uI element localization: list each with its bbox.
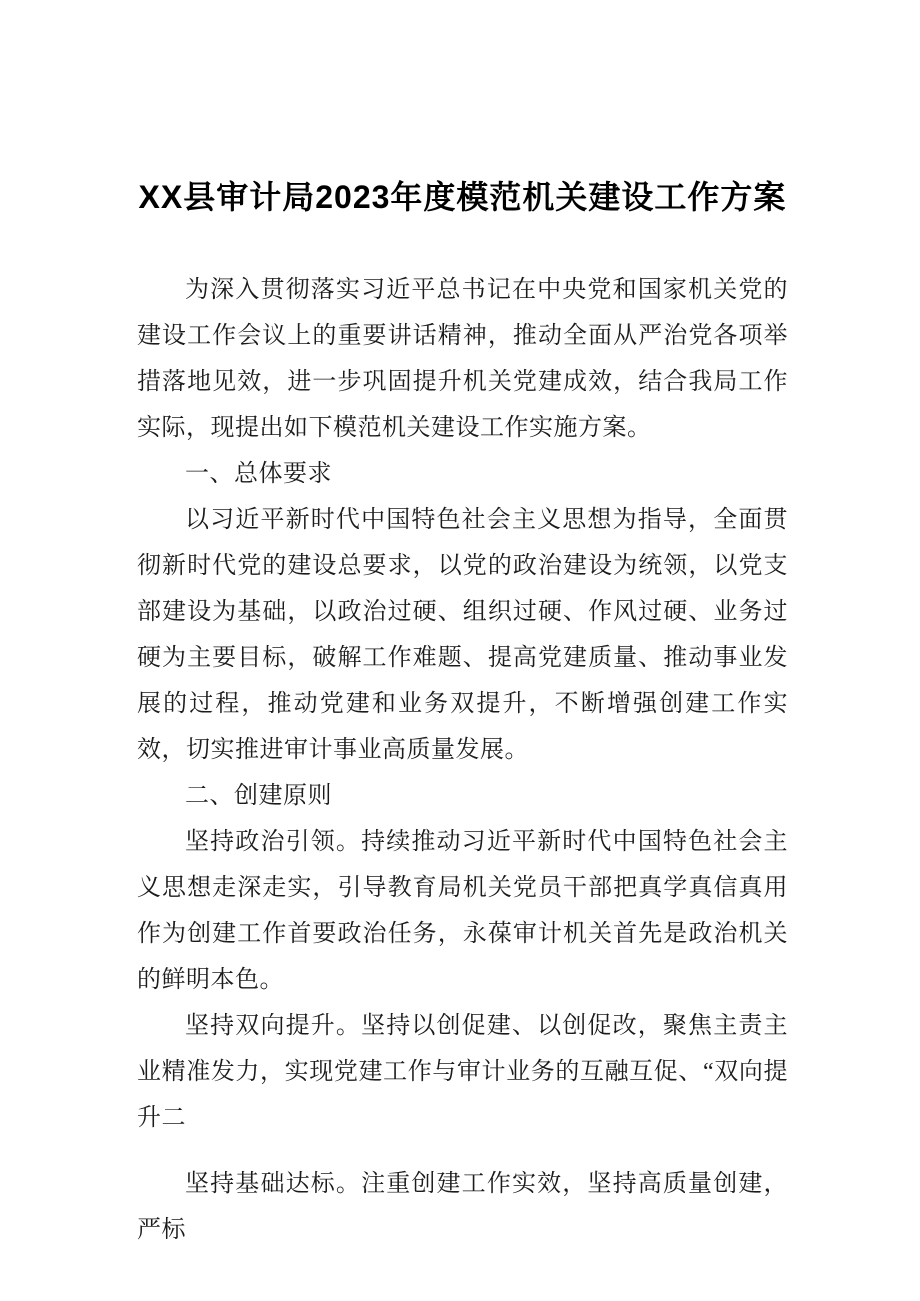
section-heading-overall-requirements: 一、总体要求 [185, 461, 332, 487]
document-title-text: XX县审计局2023年度模范机关建设工作方案 [138, 179, 787, 215]
paragraph-principle-baseline-standards: 坚持基础达标。注重创建工作实效，坚持高质量创建，严标 [137, 1171, 788, 1243]
paragraph-principle-dual-improvement: 坚持双向提升。坚持以创促建、以创促改，聚焦主责主业精准发力，实现党建工作与审计业务的互融互促、“双向提升二 [137, 1013, 788, 1131]
document-title [137, 175, 788, 219]
paragraph-principle-political-leadership: 坚持政治引领。持续推动习近平新时代中国特色社会主义思想走深走实，引导教育局机关党员干部把真学真信真用作为创建工作首要政治任务，永葆审计机关首先是政治机关的鲜明本色。 [137, 829, 788, 993]
paragraph-overall-requirements: 以习近平新时代中国特色社会主义思想为指导，全面贯彻新时代党的建设总要求，以党的政治建设为统领，以党支部建设为基础，以政治过硬、组织过硬、作风过硬、业务过硬为主要目标，破解工作难题、提高党建质量、推动事业发展的过程，推动党建和业务双提升，不断增强创建工作实效，切实推进审计事业高质量发展。 [137, 507, 788, 763]
section-heading-creation-principles: 二、创建原则 [185, 783, 332, 809]
paragraph-intro: 为深入贯彻落实习近平总书记在中央党和国家机关党的建设工作会议上的重要讲话精神，推动全面从严治党各项举措落地见效，进一步巩固提升机关党建成效，结合我局工作实际，现提出如下模范机关建设工作实施方案。 [137, 277, 788, 441]
